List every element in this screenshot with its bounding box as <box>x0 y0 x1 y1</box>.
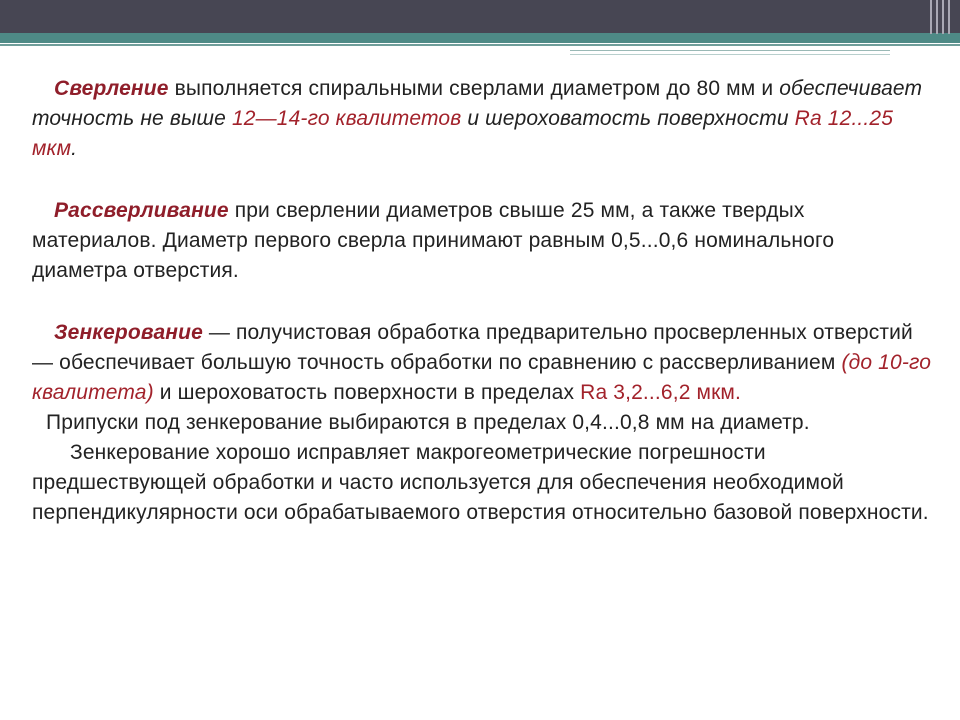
corner-decoration <box>930 0 952 34</box>
drilling-tolerance-value: 12—14-го квалитетов <box>231 107 462 130</box>
header-accent-line-short-2 <box>570 54 890 55</box>
drilling-text-3: и шероховатость поверхности <box>461 107 795 130</box>
countersinking-text-2: и шероховатость поверхности в пределах <box>153 381 581 404</box>
header-accent-line-short <box>570 50 890 51</box>
header-teal-band <box>0 33 960 43</box>
paragraph-drilling <box>32 74 932 164</box>
term-drilling: Сверление <box>54 77 169 100</box>
drilling-text-1: выполняется спиральными сверлами диаметром до 80 мм и <box>168 77 780 100</box>
drilling-text-4: . <box>71 137 78 160</box>
paragraph-countersinking <box>32 318 932 408</box>
paragraph-reaming <box>32 196 932 286</box>
slide-content <box>32 74 932 528</box>
header-accent-line <box>0 44 960 46</box>
paragraph-correction: Зенкерование хорошо исправляет макрогеометрические погрешности предшествующей обработки и часто используется для обеспечения необходимой перпендикулярности оси обрабатываемого отверстия относительно базовой поверхности. <box>32 441 929 524</box>
countersinking-text-1: — получистовая обработка предварительно просверленных отверстий — обеспечивает большую точность обработки по сравнению с рассверливанием <box>32 321 913 374</box>
header-dark-bar <box>0 0 960 33</box>
countersinking-roughness-value: Ra 3,2...6,2 мкм. <box>580 381 742 404</box>
drilling-roughness-value: Ra 12...25 мкм <box>32 107 894 160</box>
term-reaming: Рассверливание <box>54 199 229 222</box>
term-countersinking: Зенкерование <box>54 321 203 344</box>
drilling-text-2: обеспечивает точность не выше <box>32 77 923 130</box>
reaming-text: при сверлении диаметров свыше 25 мм, а также твердых материалов. Диаметр первого сверла принимают равным 0,5...0,6 номинального диаметра отверстия. <box>32 199 835 282</box>
paragraph-allowance: Припуски под зенкерование выбираются в пределах 0,4...0,8 мм на диаметр. <box>46 411 810 434</box>
countersinking-tolerance-value: (до 10-го квалитета) <box>32 351 932 404</box>
